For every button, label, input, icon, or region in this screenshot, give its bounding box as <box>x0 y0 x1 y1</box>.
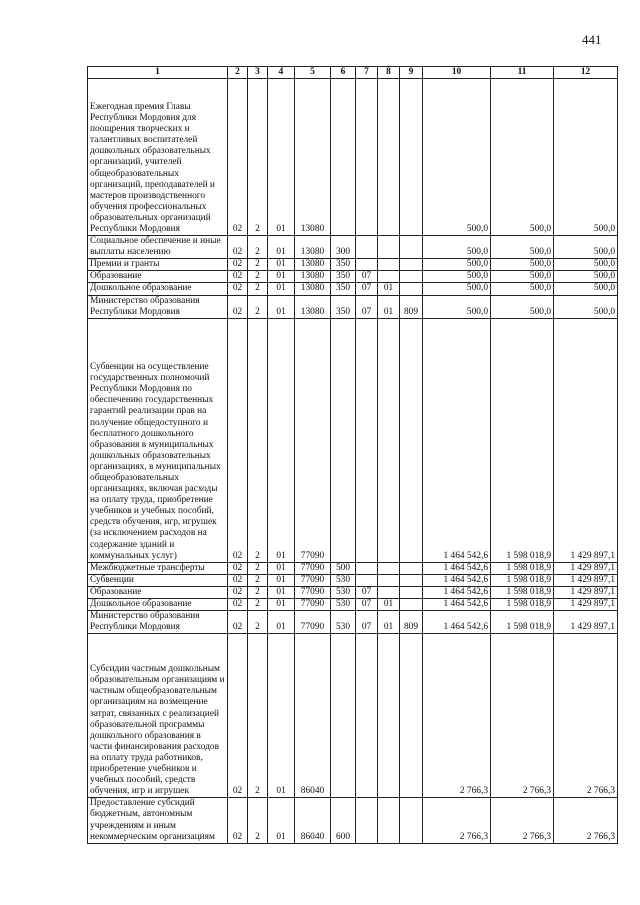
code-column-8 <box>378 562 400 574</box>
code-column-2: 02 <box>228 236 248 259</box>
code-column-8 <box>378 79 400 236</box>
code-column-7 <box>356 562 378 574</box>
code-column-7 <box>356 318 378 562</box>
table-row <box>88 79 618 236</box>
table-row <box>88 283 618 295</box>
code-column-9 <box>400 586 423 598</box>
amount-column-11: 2 766,3 <box>491 634 554 798</box>
amount-column-11: 500,0 <box>491 271 554 283</box>
code-column-9 <box>400 283 423 295</box>
code-column-2: 02 <box>228 611 248 634</box>
amount-column-10: 500,0 <box>423 259 491 271</box>
row-name: Образование <box>88 271 228 283</box>
amount-column-10: 2 766,3 <box>423 798 491 843</box>
code-column-5: 13080 <box>295 295 331 318</box>
code-column-5: 77090 <box>295 574 331 586</box>
code-column-5: 77090 <box>295 318 331 562</box>
code-column-3: 2 <box>248 295 268 318</box>
code-column-3: 2 <box>248 798 268 843</box>
code-column-5: 77090 <box>295 562 331 574</box>
header-cell: 12 <box>554 67 618 79</box>
row-name: Дошкольное образование <box>88 599 228 611</box>
code-column-4: 01 <box>268 798 295 843</box>
code-column-7 <box>356 798 378 843</box>
amount-column-11: 1 598 018,9 <box>491 599 554 611</box>
page-number: 441 <box>582 32 602 47</box>
code-column-2: 02 <box>228 574 248 586</box>
code-column-3: 2 <box>248 611 268 634</box>
code-column-8 <box>378 798 400 843</box>
amount-column-10: 500,0 <box>423 271 491 283</box>
code-column-5: 77090 <box>295 599 331 611</box>
code-column-7: 07 <box>356 283 378 295</box>
table-row <box>88 318 618 562</box>
table-row <box>88 634 618 798</box>
amount-column-11: 1 598 018,9 <box>491 586 554 598</box>
code-column-7 <box>356 79 378 236</box>
amount-column-12: 1 429 897,1 <box>554 611 618 634</box>
code-column-3: 2 <box>248 271 268 283</box>
code-column-5: 86040 <box>295 634 331 798</box>
code-column-8: 01 <box>378 599 400 611</box>
code-column-9 <box>400 599 423 611</box>
amount-column-11: 1 598 018,9 <box>491 318 554 562</box>
amount-column-10: 1 464 542,6 <box>423 562 491 574</box>
code-column-8 <box>378 271 400 283</box>
row-name: Субвенции <box>88 574 228 586</box>
amount-column-11: 1 598 018,9 <box>491 611 554 634</box>
code-column-9 <box>400 259 423 271</box>
code-column-2: 02 <box>228 586 248 598</box>
code-column-9 <box>400 271 423 283</box>
amount-column-12: 1 429 897,1 <box>554 586 618 598</box>
header-cell: 5 <box>295 67 331 79</box>
code-column-8 <box>378 634 400 798</box>
code-column-4: 01 <box>268 295 295 318</box>
code-column-8 <box>378 236 400 259</box>
amount-column-11: 1 598 018,9 <box>491 562 554 574</box>
row-name: Предоставление субсидий бюджетным, автономным учреждениям и иным некоммерческим организациям <box>88 798 228 843</box>
amount-column-12: 2 766,3 <box>554 798 618 843</box>
table-row <box>88 295 618 318</box>
amount-column-12: 500,0 <box>554 79 618 236</box>
code-column-2: 02 <box>228 271 248 283</box>
code-column-2: 02 <box>228 259 248 271</box>
code-column-6: 530 <box>331 586 356 598</box>
code-column-3: 2 <box>248 283 268 295</box>
code-column-8 <box>378 318 400 562</box>
code-column-9 <box>400 236 423 259</box>
code-column-8 <box>378 586 400 598</box>
header-cell: 7 <box>356 67 378 79</box>
code-column-9 <box>400 562 423 574</box>
amount-column-10: 1 464 542,6 <box>423 318 491 562</box>
amount-column-12: 1 429 897,1 <box>554 318 618 562</box>
amount-column-10: 2 766,3 <box>423 634 491 798</box>
header-cell: 2 <box>228 67 248 79</box>
code-column-7 <box>356 259 378 271</box>
code-column-9: 809 <box>400 611 423 634</box>
code-column-2: 02 <box>228 599 248 611</box>
code-column-5: 77090 <box>295 611 331 634</box>
amount-column-10: 1 464 542,6 <box>423 574 491 586</box>
code-column-6: 600 <box>331 798 356 843</box>
code-column-7: 07 <box>356 295 378 318</box>
code-column-5: 77090 <box>295 586 331 598</box>
budget-table <box>87 66 618 844</box>
header-cell: 6 <box>331 67 356 79</box>
code-column-6 <box>331 318 356 562</box>
table-row <box>88 586 618 598</box>
row-name: Субсидии частным дошкольным образовательным организациям и частным общеобразовательным организациям на возмещение затрат, связанных с реализацией образовательной программы дошкольного образования в части финансирования расходов на оплату труда работников, приобретение учебников и учебных пособий, средств обучения, игр и игрушек <box>88 634 228 798</box>
code-column-4: 01 <box>268 318 295 562</box>
amount-column-10: 1 464 542,6 <box>423 611 491 634</box>
code-column-3: 2 <box>248 318 268 562</box>
code-column-5: 13080 <box>295 283 331 295</box>
code-column-9 <box>400 634 423 798</box>
row-name: Министерство образования Республики Мордовия <box>88 611 228 634</box>
row-name: Образование <box>88 586 228 598</box>
code-column-3: 2 <box>248 586 268 598</box>
table-row <box>88 271 618 283</box>
code-column-3: 2 <box>248 259 268 271</box>
code-column-9: 809 <box>400 295 423 318</box>
code-column-8 <box>378 259 400 271</box>
code-column-7: 07 <box>356 271 378 283</box>
code-column-5: 13080 <box>295 79 331 236</box>
code-column-5: 86040 <box>295 798 331 843</box>
code-column-5: 13080 <box>295 236 331 259</box>
amount-column-11: 1 598 018,9 <box>491 574 554 586</box>
amount-column-11: 500,0 <box>491 236 554 259</box>
header-row <box>88 67 618 79</box>
amount-column-12: 500,0 <box>554 295 618 318</box>
amount-column-12: 500,0 <box>554 271 618 283</box>
code-column-7 <box>356 574 378 586</box>
row-name: Министерство образования Республики Мордовия <box>88 295 228 318</box>
amount-column-10: 500,0 <box>423 236 491 259</box>
amount-column-11: 500,0 <box>491 295 554 318</box>
code-column-3: 2 <box>248 236 268 259</box>
code-column-8: 01 <box>378 611 400 634</box>
code-column-2: 02 <box>228 634 248 798</box>
amount-column-10: 500,0 <box>423 295 491 318</box>
code-column-4: 01 <box>268 586 295 598</box>
row-name: Межбюджетные трансферты <box>88 562 228 574</box>
code-column-7 <box>356 236 378 259</box>
amount-column-10: 1 464 542,6 <box>423 599 491 611</box>
amount-column-12: 500,0 <box>554 236 618 259</box>
code-column-3: 2 <box>248 79 268 236</box>
code-column-6: 530 <box>331 599 356 611</box>
code-column-6: 530 <box>331 611 356 634</box>
amount-column-12: 2 766,3 <box>554 634 618 798</box>
header-cell: 11 <box>491 67 554 79</box>
table-row <box>88 236 618 259</box>
code-column-3: 2 <box>248 574 268 586</box>
code-column-6: 500 <box>331 562 356 574</box>
code-column-9 <box>400 79 423 236</box>
code-column-2: 02 <box>228 798 248 843</box>
code-column-6 <box>331 634 356 798</box>
amount-column-12: 1 429 897,1 <box>554 599 618 611</box>
code-column-7: 07 <box>356 611 378 634</box>
table-row <box>88 798 618 843</box>
code-column-2: 02 <box>228 283 248 295</box>
header-cell: 3 <box>248 67 268 79</box>
amount-column-12: 500,0 <box>554 259 618 271</box>
code-column-6: 350 <box>331 271 356 283</box>
code-column-2: 02 <box>228 295 248 318</box>
amount-column-10: 500,0 <box>423 283 491 295</box>
code-column-2: 02 <box>228 79 248 236</box>
code-column-6 <box>331 79 356 236</box>
code-column-7: 07 <box>356 586 378 598</box>
table-row <box>88 259 618 271</box>
code-column-3: 2 <box>248 634 268 798</box>
header-cell: 8 <box>378 67 400 79</box>
table-row <box>88 562 618 574</box>
code-column-9 <box>400 798 423 843</box>
amount-column-11: 2 766,3 <box>491 798 554 843</box>
code-column-3: 2 <box>248 599 268 611</box>
code-column-9 <box>400 574 423 586</box>
code-column-4: 01 <box>268 259 295 271</box>
row-name: Социальное обеспечение и иные выплаты населению <box>88 236 228 259</box>
code-column-6: 530 <box>331 574 356 586</box>
code-column-6: 350 <box>331 283 356 295</box>
table-row <box>88 599 618 611</box>
amount-column-10: 1 464 542,6 <box>423 586 491 598</box>
row-name: Дошкольное образование <box>88 283 228 295</box>
code-column-5: 13080 <box>295 271 331 283</box>
row-name: Премии и гранты <box>88 259 228 271</box>
code-column-7 <box>356 634 378 798</box>
row-name: Ежегодная премия Главы Республики Мордовия для поощрения творческих и талантливых воспитателей дошкольных образовательных организаций, учителей общеобразовательных организаций, преподавателей и мастеров производственного обучения профессиональных образовательных организаций Республики Мордовия <box>88 79 228 236</box>
code-column-2: 02 <box>228 318 248 562</box>
amount-column-12: 500,0 <box>554 283 618 295</box>
code-column-6: 300 <box>331 236 356 259</box>
amount-column-11: 500,0 <box>491 259 554 271</box>
code-column-4: 01 <box>268 599 295 611</box>
code-column-4: 01 <box>268 271 295 283</box>
code-column-8: 01 <box>378 295 400 318</box>
budget-table-body <box>88 67 618 844</box>
header-cell: 4 <box>268 67 295 79</box>
table-row <box>88 611 618 634</box>
code-column-5: 13080 <box>295 259 331 271</box>
row-name: Субвенции на осуществление государственных полномочий Республики Мордовия по обеспечению государственных гарантий реализации прав на получение общедоступного и бесплатного дошкольного образования в муниципальных дошкольных образовательных организациях, в муниципальных общеобразовательных организациях, включая расходы на оплату труда, приобретение учебников и учебных пособий, средств обучения, игр, игрушек (за исключением расходов на содержание зданий и коммунальных услуг) <box>88 318 228 562</box>
code-column-9 <box>400 318 423 562</box>
code-column-4: 01 <box>268 574 295 586</box>
code-column-7: 07 <box>356 599 378 611</box>
table-row <box>88 574 618 586</box>
code-column-3: 2 <box>248 562 268 574</box>
code-column-2: 02 <box>228 562 248 574</box>
code-column-8 <box>378 574 400 586</box>
code-column-4: 01 <box>268 562 295 574</box>
code-column-4: 01 <box>268 611 295 634</box>
amount-column-11: 500,0 <box>491 283 554 295</box>
header-cell: 1 <box>88 67 228 79</box>
code-column-4: 01 <box>268 79 295 236</box>
code-column-4: 01 <box>268 236 295 259</box>
code-column-4: 01 <box>268 283 295 295</box>
code-column-6: 350 <box>331 295 356 318</box>
code-column-8: 01 <box>378 283 400 295</box>
amount-column-12: 1 429 897,1 <box>554 562 618 574</box>
code-column-6: 350 <box>331 259 356 271</box>
amount-column-12: 1 429 897,1 <box>554 574 618 586</box>
amount-column-11: 500,0 <box>491 79 554 236</box>
amount-column-10: 500,0 <box>423 79 491 236</box>
header-cell: 9 <box>400 67 423 79</box>
code-column-4: 01 <box>268 634 295 798</box>
header-cell: 10 <box>423 67 491 79</box>
